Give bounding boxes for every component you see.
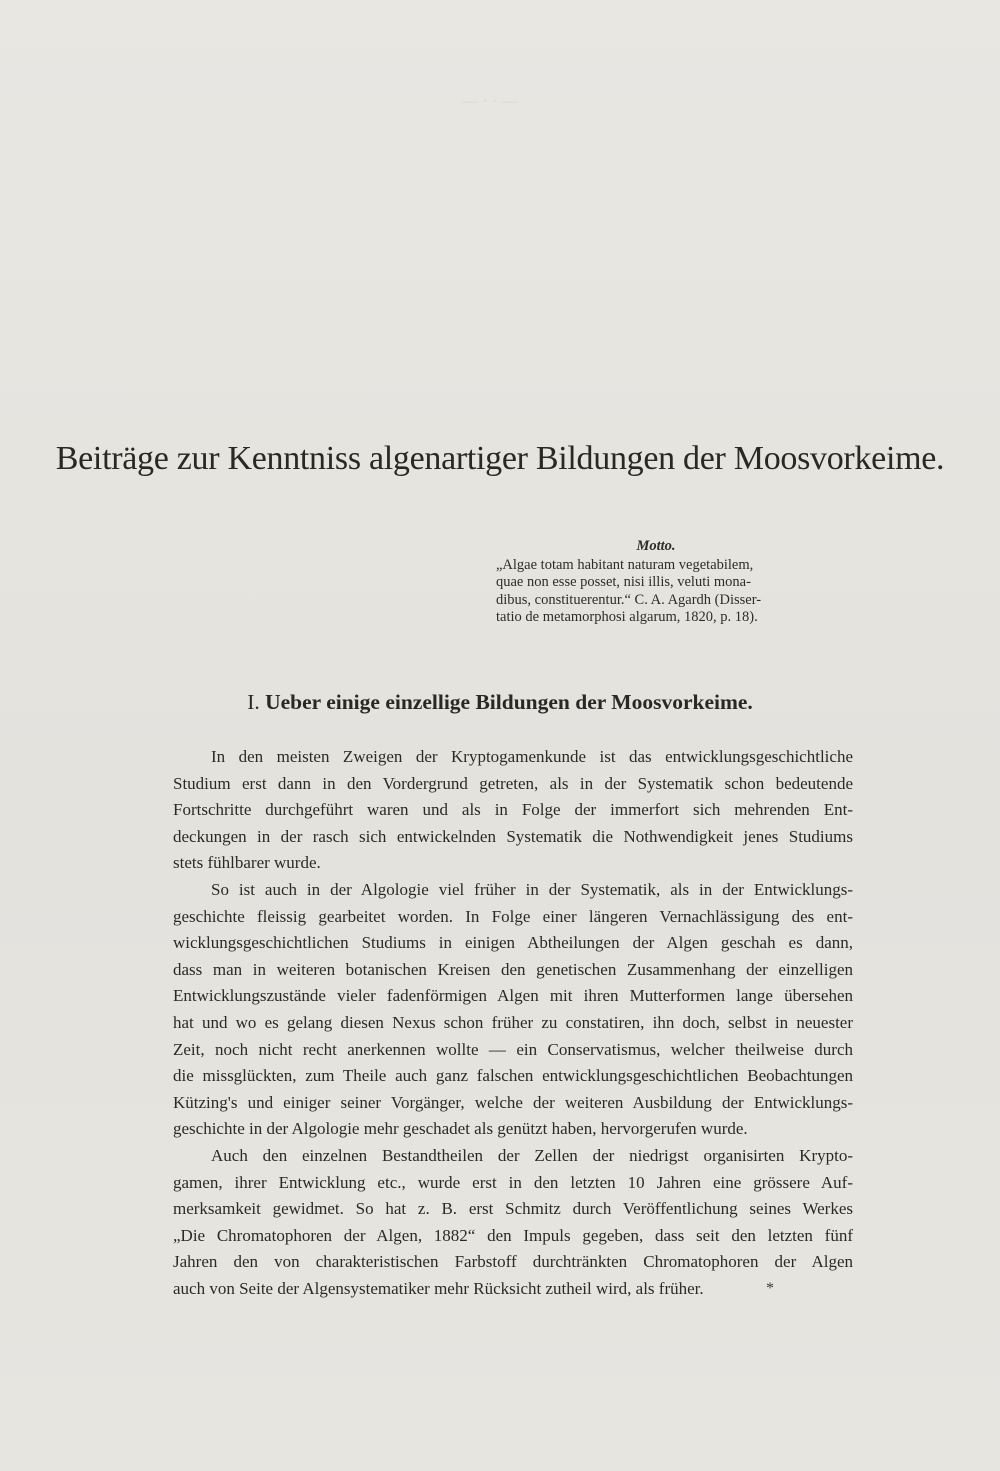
body-text xyxy=(173,744,853,1302)
text-line: In den meisten Zweigen der Kryptogamenkunde ist das entwicklungsgeschichtliche xyxy=(211,747,853,766)
section-number: I. xyxy=(247,690,260,714)
footnote-mark: * xyxy=(766,1280,774,1297)
text-line: geschichte fleissig gearbeitet worden. In Folge einer längeren Vernachlässigung des ent- xyxy=(173,906,853,926)
text-line: die missglückten, zum Theile auch ganz falschen entwicklungsgeschichtlichen Beobachtungen xyxy=(173,1066,853,1086)
section-heading-text: Ueber einige einzellige Bildungen der Moosvorkeime. xyxy=(265,690,753,714)
article-title: Beiträge zur Kenntniss algenartiger Bildungen der Moosvorkeime. xyxy=(55,440,945,477)
text-line: hat und wo es gelang diesen Nexus schon früher zu constatiren, ihn doch, selbst in neuester xyxy=(173,1012,853,1032)
text-line: merksamkeit gewidmet. So hat z. B. erst Schmitz durch Veröffentlichung seines Werkes xyxy=(173,1199,853,1219)
text-line: auch von Seite der Algensystematiker mehr Rücksicht zutheil wird, als früher. xyxy=(173,1278,704,1298)
text-line: Studium erst dann in den Vordergrund getreten, als in der Systematik schon bedeutende xyxy=(173,773,853,793)
motto-label: Motto. xyxy=(636,538,676,554)
text-line: wicklungsgeschichtlichen Studiums in einigen Abtheilungen der Algen geschah es dann, xyxy=(173,933,853,953)
text-line: gamen, ihrer Entwicklung etc., wurde erst in den letzten 10 Jahren eine grössere Auf- xyxy=(173,1172,853,1192)
motto-block xyxy=(496,538,796,627)
motto-line: „Algae totam habitant naturam vegetabilem, xyxy=(496,556,754,573)
motto-line: dibus, constituerentur.“ C. A. Agardh (Disser- xyxy=(496,591,762,608)
section-heading xyxy=(0,690,1000,715)
text-line: Jahren den von charakteristischen Farbstoff durchtränkten Chromatophoren der Algen xyxy=(173,1252,853,1272)
text-line: Auch den einzelnen Bestandtheilen der Zellen der niedrigst organisirten Krypto- xyxy=(211,1145,853,1165)
text-line: Entwicklungszustände vieler fadenförmigen Algen mit ihren Mutterformen lange übersehen xyxy=(173,986,853,1006)
text-line: deckungen in der rasch sich entwickelnden Systematik die Nothwendigkeit jenes Studiums xyxy=(173,826,853,846)
bleed-through-texture: — · · — xyxy=(462,93,518,110)
text-line: Zeit, noch nicht recht anerkennen wollte — ein Conservatismus, welcher theilweise durch xyxy=(173,1039,853,1059)
text-line: dass man in weiteren botanischen Kreisen den genetischen Zusammenhang der einzelligen xyxy=(173,959,853,979)
text-line: So ist auch in der Algologie viel früher in der Systematik, als in der Entwicklungs- xyxy=(211,879,853,899)
text-line: stets fühlbarer wurde. xyxy=(173,853,321,873)
text-line: „Die Chromatophoren der Algen, 1882“ den Impuls gegeben, dass seit den letzten fünf xyxy=(173,1225,853,1245)
text-line: Kützing's und einiger seiner Vorgänger, welche der weiteren Ausbildung der Entwicklungs- xyxy=(173,1092,853,1112)
motto-line: tatio de metamorphosi algarum, 1820, p. 18). xyxy=(496,609,758,625)
text-line: geschichte in der Algologie mehr geschadet als genützt haben, hervorgerufen wurde. xyxy=(173,1119,748,1139)
text-line: Fortschritte durchgeführt waren und als in Folge der immerfort sich mehrenden Ent- xyxy=(173,800,853,820)
motto-line: quae non esse posset, nisi illis, veluti mona- xyxy=(496,574,751,590)
